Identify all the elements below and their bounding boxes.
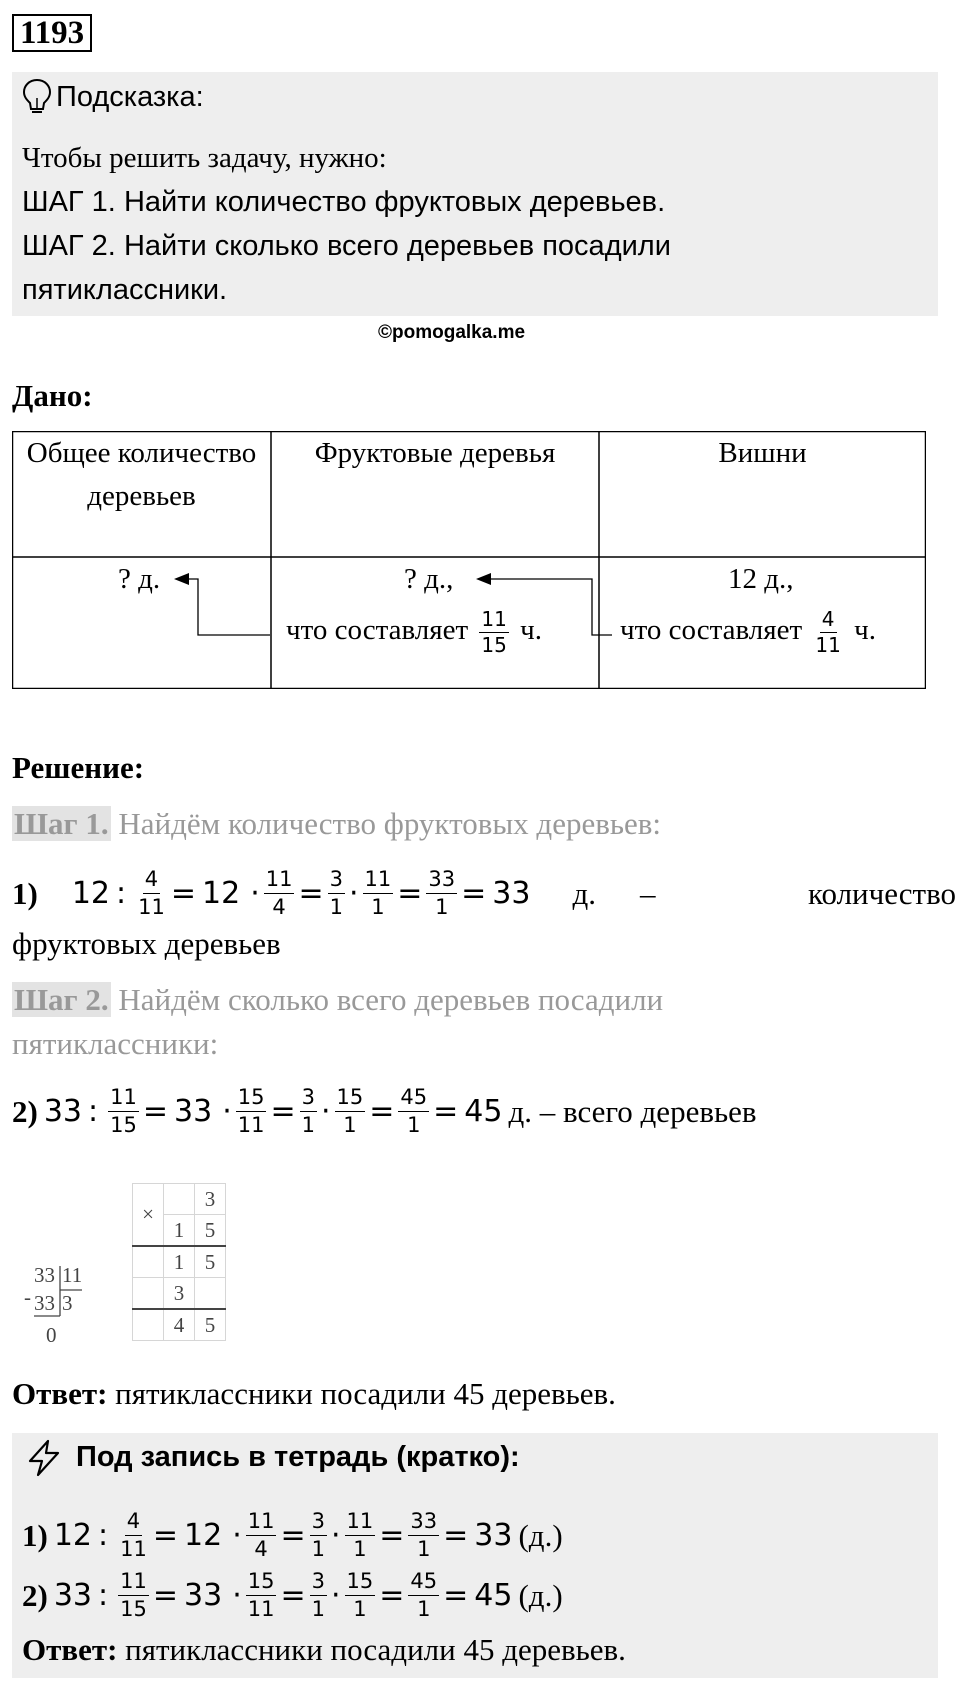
division-subtrahend: 33 xyxy=(34,1291,55,1315)
equation-sign: = xyxy=(443,1518,469,1553)
notes-answer-text: пятиклассники посадили 45 деревьев. xyxy=(125,1632,626,1667)
grid-cell xyxy=(133,1309,164,1341)
equation-sign: : xyxy=(88,1094,99,1129)
equation-sign: · xyxy=(320,1094,331,1129)
given-header-total: Общее количество деревьев xyxy=(26,437,257,512)
notes-title: Под запись в тетрадь (кратко): xyxy=(76,1441,520,1473)
equation-result: 33 xyxy=(474,1518,513,1553)
hint-title: Подсказка: xyxy=(56,81,204,113)
equation-sign: : xyxy=(98,1578,109,1613)
step1-unit: д. xyxy=(572,875,596,911)
grid-cell xyxy=(133,1278,164,1310)
hint-step2-text: Найти сколько всего деревьев посадили xyxy=(123,230,671,262)
equation-sign: : xyxy=(116,876,127,911)
equation-sign: = xyxy=(369,1094,395,1129)
step1-number: 1) xyxy=(12,875,38,911)
hint-step2 xyxy=(22,230,671,263)
equation-sign: = xyxy=(443,1578,469,1613)
fraction: $\frac{11}{4}$ xyxy=(265,867,293,919)
step1-caption-b: фруктовых деревьев xyxy=(12,926,281,961)
equation-sign: · xyxy=(232,1578,242,1613)
step1-label: Шаг 1. xyxy=(14,806,109,841)
fraction: $\frac{3}{1}$ xyxy=(311,1509,325,1561)
solution-label: Решение: xyxy=(12,750,145,785)
column-division xyxy=(22,1262,92,1352)
equation-sign: = xyxy=(397,876,423,911)
fraction: $\frac{11}{1}$ xyxy=(346,1509,374,1561)
fraction: $\frac{11}{15}$ xyxy=(120,1569,147,1621)
answer xyxy=(12,1376,616,1412)
task-number: 1193 xyxy=(12,14,92,52)
equation-sign: = xyxy=(152,1578,178,1613)
equation-sign: · xyxy=(348,876,359,911)
division-dividend: 33 xyxy=(34,1263,55,1287)
equation-result: 45 xyxy=(474,1578,513,1613)
division-remainder: 0 xyxy=(46,1323,57,1347)
equation-sign: = xyxy=(170,876,196,911)
step1-text: Найдём количество фруктовых деревьев: xyxy=(118,806,662,841)
equation-sign: = xyxy=(280,1578,306,1613)
grid-cell: 5 xyxy=(195,1215,226,1247)
grid-cell: 4 xyxy=(164,1309,195,1341)
fraction: $\frac{11}{15}$ xyxy=(110,1085,137,1137)
step2-label: Шаг 2. xyxy=(14,982,109,1017)
division-divisor: 11 xyxy=(62,1263,83,1287)
lightbulb-icon xyxy=(22,78,52,116)
hint-step2-label: ШАГ 2. xyxy=(22,230,116,262)
equation-sign: : xyxy=(98,1518,109,1553)
equation-term: 33 xyxy=(53,1578,93,1613)
equation-sign: = xyxy=(152,1518,178,1553)
fraction: $\frac{3}{1}$ xyxy=(301,1085,315,1137)
equation-sign: = xyxy=(270,1094,296,1129)
lightning-icon xyxy=(24,1438,64,1478)
fraction: $\frac{4}{11}$ xyxy=(120,1509,147,1561)
step1-dash: – xyxy=(640,875,656,911)
fraction: $\frac{15}{1}$ xyxy=(336,1085,364,1137)
fraction: $\frac{45}{1}$ xyxy=(400,1085,428,1137)
fraction: $\frac{11}{4}$ xyxy=(247,1509,275,1561)
multiplication-sign: × xyxy=(133,1184,164,1247)
step1-heading xyxy=(12,806,661,842)
step2-equation xyxy=(12,1084,757,1139)
step2-text-cont: пятиклассники: xyxy=(12,1026,219,1061)
grid-cell xyxy=(133,1246,164,1278)
given-cherry-value: 12 д., xyxy=(728,563,794,595)
notes-line2-number: 2) xyxy=(22,1577,48,1613)
equation-term: 33 xyxy=(184,1578,223,1613)
fraction: $\frac{3}{1}$ xyxy=(329,867,343,919)
equation-sign: = xyxy=(461,876,487,911)
given-header-fruit: Фруктовые деревья xyxy=(314,437,556,469)
hint-step2-cont: пятиклассники. xyxy=(22,274,228,306)
equation-sign: · xyxy=(330,1578,341,1613)
fraction: $\frac{4}{11}$ xyxy=(138,867,165,919)
given-fruit-value: ? д., xyxy=(404,563,454,595)
fraction: $\frac{3}{1}$ xyxy=(311,1569,325,1621)
notes-line2 xyxy=(22,1568,563,1623)
equation-term: 12 xyxy=(53,1518,93,1553)
grid-cell: 5 xyxy=(195,1309,226,1341)
step2-number: 2) xyxy=(12,1093,38,1129)
equation-sign: = xyxy=(280,1518,306,1553)
hint-step1 xyxy=(22,186,665,219)
equation-sign: = xyxy=(379,1518,405,1553)
fraction: $\frac{4}{11}$ xyxy=(815,607,841,657)
fraction: $\frac{33}{1}$ xyxy=(410,1509,438,1561)
given-cherry-text: что составляет xyxy=(620,614,803,647)
equation-sign: · xyxy=(250,876,260,911)
fraction: $\frac{15}{11}$ xyxy=(247,1569,275,1621)
grid-cell: 5 xyxy=(195,1246,226,1278)
equation-term: 33 xyxy=(43,1094,83,1129)
grid-cell: 3 xyxy=(164,1278,195,1310)
fraction: $\frac{15}{11}$ xyxy=(237,1085,265,1137)
fraction: $\frac{45}{1}$ xyxy=(410,1569,438,1621)
notes-line1-number: 1) xyxy=(22,1517,48,1553)
grid-cell xyxy=(164,1184,195,1215)
equation-term: 33 xyxy=(174,1094,213,1129)
equation-sign: = xyxy=(142,1094,168,1129)
notes-line2-unit: (д.) xyxy=(518,1577,563,1613)
notes-answer-label: Ответ: xyxy=(22,1632,118,1667)
answer-text: пятиклассники посадили 45 деревьев. xyxy=(115,1376,616,1411)
fraction: $\frac{15}{1}$ xyxy=(346,1569,374,1621)
given-fruit-unit: ч. xyxy=(520,614,542,647)
equation-term: 12 xyxy=(71,876,111,911)
notes-line1 xyxy=(22,1508,563,1563)
step2-text: Найдём сколько всего деревьев посадили xyxy=(118,982,664,1017)
grid-cell: 3 xyxy=(195,1184,226,1215)
equation-sign: = xyxy=(379,1578,405,1613)
given-fruit-text: что составляет xyxy=(286,614,469,647)
given-cherry-fraction xyxy=(620,607,876,658)
hint-intro: Чтобы решить задачу, нужно: xyxy=(22,142,387,174)
given-label: Дано: xyxy=(12,378,93,413)
equation-result: 33 xyxy=(492,876,531,911)
watermark: ©pomogalka.me xyxy=(378,322,526,343)
equation-result: 45 xyxy=(464,1094,503,1129)
multiplication-grid xyxy=(132,1183,226,1341)
division-quotient: 3 xyxy=(62,1291,73,1315)
given-total-value: ? д. xyxy=(118,563,161,595)
fraction: $\frac{11}{1}$ xyxy=(364,867,392,919)
division-minus: - xyxy=(24,1285,31,1309)
fraction: $\frac{11}{15}$ xyxy=(481,607,507,657)
step1-caption-a: количество xyxy=(808,875,956,911)
equation-sign: = xyxy=(433,1094,459,1129)
equation-term: 12 xyxy=(184,1518,223,1553)
hint-step1-label: ШАГ 1. xyxy=(22,186,116,218)
given-cherry-unit: ч. xyxy=(854,614,876,647)
equation-sign: · xyxy=(232,1518,242,1553)
step2-heading xyxy=(12,982,663,1018)
equation-sign: · xyxy=(330,1518,341,1553)
notes-line1-unit: (д.) xyxy=(518,1517,563,1553)
given-header-cherry: Вишни xyxy=(718,437,807,469)
answer-label: Ответ: xyxy=(12,1376,108,1411)
grid-cell: 1 xyxy=(164,1215,195,1247)
step1-equation xyxy=(12,866,956,921)
equation-sign: = xyxy=(298,876,324,911)
equation-term: 12 xyxy=(202,876,241,911)
notes-answer xyxy=(22,1632,626,1668)
given-fruit-fraction xyxy=(286,607,542,658)
step2-caption: д. – всего деревьев xyxy=(508,1093,757,1129)
hint-step1-text: Найти количество фруктовых деревьев. xyxy=(123,186,666,218)
grid-cell: 1 xyxy=(164,1246,195,1278)
equation-sign: · xyxy=(222,1094,232,1129)
fraction: $\frac{33}{1}$ xyxy=(428,867,456,919)
grid-cell xyxy=(195,1278,226,1310)
